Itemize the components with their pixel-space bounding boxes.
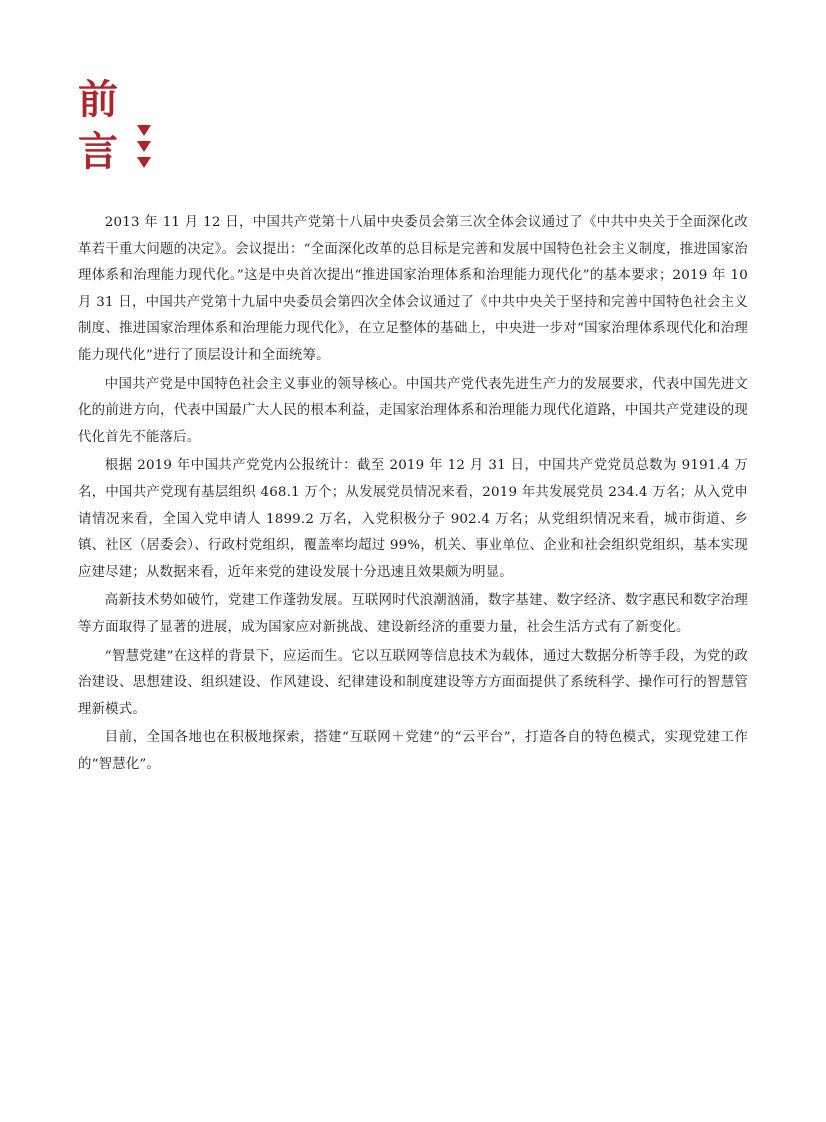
preface-body bbox=[78, 210, 748, 780]
down-triangle-icon bbox=[137, 157, 151, 168]
paragraph-1: 2013 年 11 月 12 日，中国共产党第十八届中央委员会第三次全体会议通过了《中共中央关于全面深化改革若干重大问题的决定》。会议提出：“全面深化改革的总目标是完善和发展中国特色社会主义制度，推进国家治理体系和治理能力现代化。”这是中央首次提出“推进国家治理体系和治理能力现代化”的基本要求；2019 年 10 月 31 日，中国共产党第十九届中央委员会第四次全体会议通过了《中共中央关于坚持和完善中国特色社会主义制度、推进国家治理体系和治理能力现代化》，在立足整体的基础上，中央进一步对“国家治理体系现代化和治理能力现代化”进行了顶层设计和全面统筹。 bbox=[78, 215, 748, 363]
paragraph-2: 中国共产党是中国特色社会主义事业的领导核心。中国共产党代表先进生产力的发展要求，代表中国先进文化的前进方向，代表中国最广大人民的根本利益，走国家治理体系和治理能力现代化道路，中国共产党建设的现代化首先不能落后。 bbox=[78, 376, 748, 445]
paragraph-5: “智慧党建”在这样的背景下，应运而生。它以互联网等信息技术为载体，通过大数据分析等手段，为党的政治建设、思想建设、组织建设、作风建设、纪律建设和制度建设等方方面面提供了系统科学、操作可行的智慧管理新模式。 bbox=[78, 648, 748, 717]
title-char-yan: 言 bbox=[78, 128, 118, 175]
page-title bbox=[78, 78, 198, 178]
paragraph-4: 高新技术势如破竹，党建工作蓬勃发展。互联网时代浪潮汹涌，数字基建、数字经济、数字惠民和数字治理等方面取得了显著的进展，成为国家应对新挑战、建设新经济的重要力量，社会生活方式有了新变化。 bbox=[78, 593, 748, 635]
down-triangle-icon bbox=[137, 125, 151, 136]
down-triangle-icon bbox=[137, 141, 151, 152]
paragraph-3: 根据 2019 年中国共产党党内公报统计：截至 2019 年 12 月 31 日，中国共产党党员总数为 9191.4 万名，中国共产党现有基层组织 468.1 万个；从发展党员情况来看，2019 年共发展党员 234.4 万名；从入党申请情况来看，全国入党申请人 1899.2 万名，入党积极分子 902.4 万名；从党组织情况来看，城市街道、乡镇、社区（居委会）、行政村党组织，覆盖率均超过 99%，机关、事业单位、企业和社会组织党组织，基本实现应建尽建；从数据来看，近年来党的建设发展十分迅速且效果颇为明显。 bbox=[78, 458, 748, 580]
triple-down-triangle-icon bbox=[137, 125, 153, 175]
title-char-qian: 前 bbox=[78, 76, 118, 123]
paragraph-6: 目前，全国各地也在积极地探索，搭建“互联网＋党建”的“云平台”，打造各自的特色模式，实现党建工作的“智慧化”。 bbox=[78, 730, 748, 772]
